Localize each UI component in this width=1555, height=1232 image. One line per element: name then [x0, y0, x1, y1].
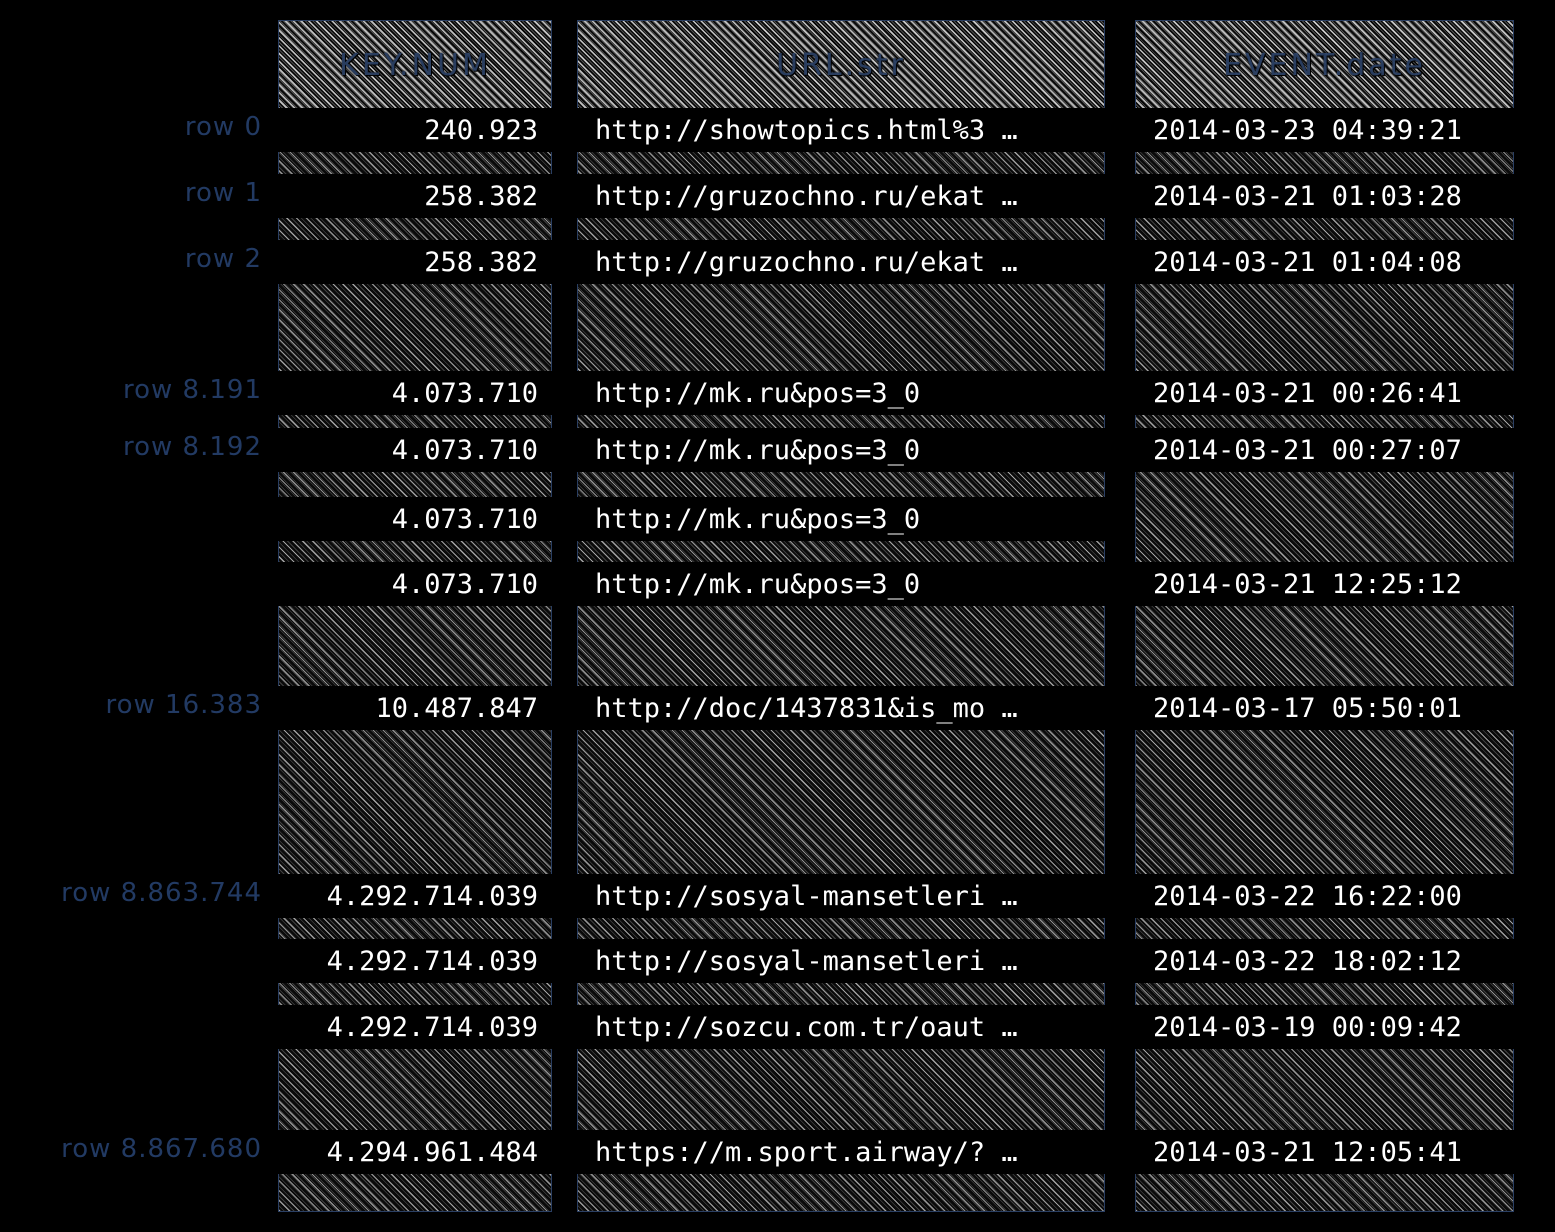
cell-url: http://mk.ru&pos=3_0: [577, 371, 1105, 415]
table-row: [278, 686, 1514, 730]
cell-key: 258.382: [278, 240, 552, 284]
cell-url: http://gruzochno.ru/ekat …: [577, 174, 1105, 218]
cell-key: 4.292.714.039: [278, 874, 552, 918]
row-gap: [1105, 1005, 1135, 1049]
row-gap: [552, 874, 577, 918]
cell-key: 240.923: [278, 108, 552, 152]
cell-event: 2014-03-21 12:05:41: [1135, 1130, 1514, 1174]
cell-url: http://mk.ru&pos=3_0: [577, 562, 1105, 606]
row-gap: [1105, 371, 1135, 415]
row-gap: [1105, 108, 1135, 152]
cell-event: 2014-03-21 12:25:12: [1135, 562, 1514, 606]
table-row: [278, 240, 1514, 284]
table-row: [278, 108, 1514, 152]
cell-key: 258.382: [278, 174, 552, 218]
row-label: row 0: [184, 112, 262, 142]
cell-key: 10.487.847: [278, 686, 552, 730]
table-row: [278, 562, 1514, 606]
table-row: [278, 874, 1514, 918]
cell-event: 2014-03-21 01:04:08: [1135, 240, 1514, 284]
row-label: row 16.383: [105, 690, 262, 720]
cell-key: 4.073.710: [278, 428, 552, 472]
column-header-key: KEY.NUM: [279, 21, 551, 109]
cell-event: 2014-03-19 00:09:42: [1135, 1005, 1514, 1049]
cell-url: http://mk.ru&pos=3_0: [577, 428, 1105, 472]
row-gap: [1105, 174, 1135, 218]
cell-event: 2014-03-22 16:22:00: [1135, 874, 1514, 918]
row-label: row 8.191: [123, 375, 262, 405]
row-label: row 8.192: [123, 432, 262, 462]
row-gap: [552, 562, 577, 606]
row-gap: [552, 174, 577, 218]
cell-url: http://showtopics.html%3 …: [577, 108, 1105, 152]
cell-url: http://sosyal-mansetleri …: [577, 874, 1105, 918]
row-gap: [552, 240, 577, 284]
cell-event: [1135, 497, 1514, 541]
table-row: [278, 497, 1514, 541]
cell-event: 2014-03-21 00:27:07: [1135, 428, 1514, 472]
table-row: [278, 1130, 1514, 1174]
row-gap: [1105, 939, 1135, 983]
cell-event: 2014-03-21 00:26:41: [1135, 371, 1514, 415]
row-gap: [552, 108, 577, 152]
cell-key: 4.292.714.039: [278, 1005, 552, 1049]
row-label: row 8.867.680: [61, 1134, 262, 1164]
row-label: row 1: [184, 178, 262, 208]
table-row: [278, 428, 1514, 472]
cell-key: 4.292.714.039: [278, 939, 552, 983]
table-row: [278, 174, 1514, 218]
row-label: row 8.863.744: [61, 878, 262, 908]
cell-key: 4.073.710: [278, 562, 552, 606]
cell-key: 4.294.961.484: [278, 1130, 552, 1174]
row-gap: [1105, 497, 1135, 541]
cell-key: 4.073.710: [278, 497, 552, 541]
cell-event: 2014-03-21 01:03:28: [1135, 174, 1514, 218]
cell-url: https://m.sport.airway/? …: [577, 1130, 1105, 1174]
cell-url: http://gruzochno.ru/ekat …: [577, 240, 1105, 284]
row-gap: [1105, 1130, 1135, 1174]
row-label-gutter: [0, 0, 270, 1232]
row-gap: [1105, 874, 1135, 918]
column-header-url: URL.str: [578, 21, 1104, 109]
cell-url: http://sozcu.com.tr/oaut …: [577, 1005, 1105, 1049]
row-gap: [552, 1005, 577, 1049]
cell-url: http://mk.ru&pos=3_0: [577, 497, 1105, 541]
cell-key: 4.073.710: [278, 371, 552, 415]
row-gap: [1105, 240, 1135, 284]
row-gap: [1105, 428, 1135, 472]
table-row: [278, 939, 1514, 983]
row-gap: [552, 939, 577, 983]
row-gap: [552, 428, 577, 472]
cell-event: 2014-03-22 18:02:12: [1135, 939, 1514, 983]
cell-url: http://sosyal-mansetleri …: [577, 939, 1105, 983]
row-gap: [552, 686, 577, 730]
row-gap: [1105, 562, 1135, 606]
cell-event: 2014-03-17 05:50:01: [1135, 686, 1514, 730]
table-row: [278, 1005, 1514, 1049]
row-label: row 2: [184, 244, 262, 274]
row-gap: [552, 497, 577, 541]
cell-url: http://doc/1437831&is_mo …: [577, 686, 1105, 730]
column-header-event: EVENT.date: [1136, 21, 1513, 109]
row-gap: [552, 371, 577, 415]
table-row: [278, 371, 1514, 415]
row-gap: [1105, 686, 1135, 730]
row-gap: [552, 1130, 577, 1174]
cell-event: 2014-03-23 04:39:21: [1135, 108, 1514, 152]
